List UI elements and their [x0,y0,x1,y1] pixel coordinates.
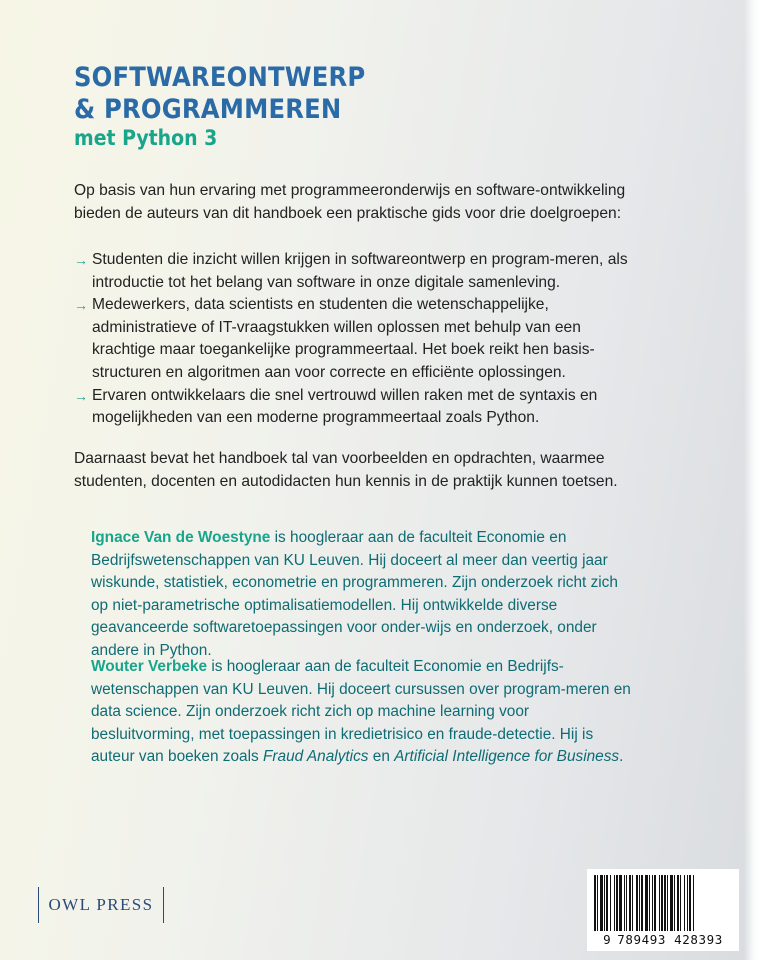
arrow-right-icon: → [74,387,88,404]
book-title [74,62,365,126]
book-title-fraud-analytics: Fraud Analytics [262,748,369,766]
publisher-logo [38,887,164,923]
audience-item-text: Ervaren ontwikkelaars die snel vertrouwd willen raken met de syntaxis en mogelijkheden van een moderne programmeertaal zoals Python. [92,386,598,427]
title-line-2: & PROGRAMMEREN [74,94,342,125]
book-subtitle: met Python 3 [74,126,218,150]
audience-item-text: Studenten die inzicht willen krijgen in softwareontwerp en program-meren, als introductie tot het belang van software in onze digitale samenleving. [92,251,628,291]
isbn-barcode [587,869,739,951]
book-joiner: en [368,748,395,766]
bio-end: . [619,748,624,766]
barcode-bars [594,875,732,931]
audience-item [74,249,634,294]
isbn-lead-digit: 9 [603,932,612,947]
closing-paragraph: Daarnaast bevat het handboek tal van voorbeelden en opdrachten, waarmee studenten, docenten en autodidacten hun kennis in de praktijk kunnen toetsen. [74,450,618,490]
book-title-ai-for-business: Artificial Intelligence for Business [394,748,620,766]
author-bio-text: is hoogleraar aan de faculteit Economie en Bedrijfs-wetenschappen van KU Leuven. Hij doceert cursussen over program-meren en data science. Zijn onderzoek richt zich op machine learning voor besluitvorming, met toepassingen in kredietrisico en fraude-detectie. Hij is auteur van boeken zoals [91,658,631,766]
author-name: Wouter Verbeke [91,658,208,675]
audience-item [74,385,634,430]
title-line-1: SOFTWAREONTWERP [74,62,366,93]
isbn-number [587,932,739,947]
author-bio-1 [91,527,636,663]
audience-list [74,249,634,430]
audience-item-text: Medewerkers, data scientists en studenten die wetenschappelijke, administratieve of IT-vraagstukken willen oplossen met behulp van een krachtige maar toegankelijke programmeertaal. Het boek reikt hen basis-structuren en algoritmen aan voor correcte en efficiënte oplossingen. [92,296,595,381]
audience-item [74,294,634,384]
intro-paragraph: Op basis van hun ervaring met programmeeronderwijs en software-ontwikkeling bieden de auteurs van dit handboek een praktische gids voor drie doelgroepen: [74,182,626,222]
arrow-right-icon: → [74,252,88,268]
author-bio-text: is hoogleraar aan de faculteit Economie en Bedrijfswetenschappen van KU Leuven. Hij doceert al meer dan veertig jaar wiskunde, statistiek, econometrie en programmeren. Zijn onderzoek richt zich op niet-parametrische optimalisatiemodellen. Hij ontwikkelde diverse geavanceerde softwaretoepassingen voor onder-wijs en onderzoek, onder andere in Python. [91,529,618,659]
page-edge [744,0,760,960]
arrow-right-icon: → [74,297,88,314]
author-bio-2 [91,656,636,769]
isbn-group-1: 789493 [617,932,667,947]
isbn-group-2: 428393 [674,932,723,947]
publisher-name: OWL PRESS [48,895,154,914]
author-name: Ignace Van de Woestyne [91,529,271,546]
